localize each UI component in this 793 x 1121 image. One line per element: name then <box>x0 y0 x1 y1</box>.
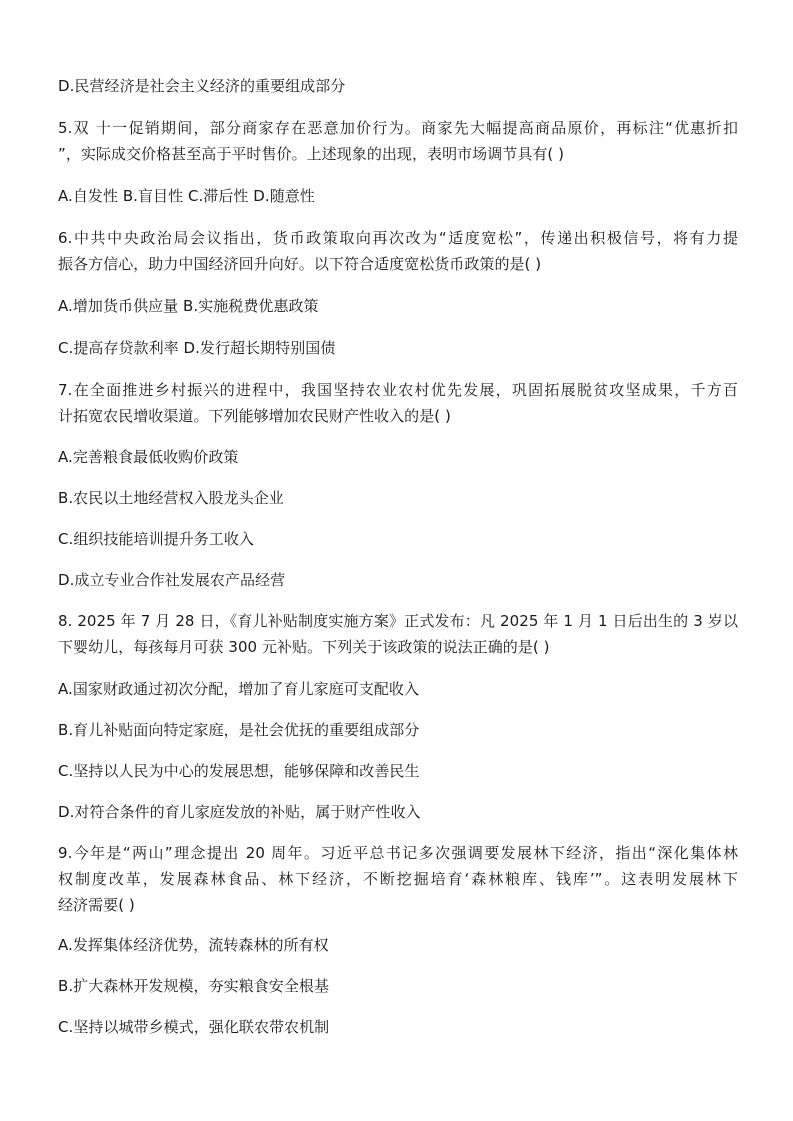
question-9-option-b: B.扩大森林开发规模，夯实粮食安全根基 <box>58 977 330 995</box>
question-9-line-1: 9.今年是“两山”理念提出 20 周年。习近平总书记多次强调要发展林下经济，指出“深化集体林 <box>58 844 738 862</box>
question-9-option-a: A.发挥集体经济优势，流转森林的所有权 <box>58 936 329 954</box>
question-7-option-d: D.成立专业合作社发展农产品经营 <box>58 571 286 589</box>
question-8-option-c: C.坚持以人民为中心的发展思想，能够保障和改善民生 <box>58 762 420 780</box>
question-7-option-c: C.组织技能培训提升务工收入 <box>58 530 254 548</box>
question-5-line-2: ”，实际成交价格甚至高于平时售价。上述现象的出现，表明市场调节具有( ) <box>58 145 565 163</box>
question-7-option-a: A.完善粮食最低收购价政策 <box>58 448 239 466</box>
question-8-line-1: 8. 2025 年 7 月 28 日，《育儿补贴制度实施方案》正式发布：凡 2025 年 1 月 1 日后出生的 3 岁以 <box>58 612 738 630</box>
question-7-line-2: 计拓宽农民增收渠道。下列能够增加农民财产性收入的是( ) <box>58 407 451 425</box>
question-9-line-2: 权制度改革，发展森林食品、林下经济，不断挖掘培育‘森林粮库、钱库’”。这表明发展林下 <box>58 870 738 888</box>
question-6-line-2: 振各方信心，助力中国经济回升向好。以下符合适度宽松货币政策的是( ) <box>58 255 542 273</box>
question-6-line-1: 6.中共中央政治局会议指出，货币政策取向再次改为“适度宽松”，传递出积极信号，将有力提 <box>58 229 738 247</box>
question-5-line-1: 5.双 十一促销期间，部分商家存在恶意加价行为。商家先大幅提高商品原价，再标注“优惠折扣 <box>58 119 738 137</box>
question-7-option-b: B.农民以土地经营权入股龙头企业 <box>58 489 284 507</box>
question-9-option-c: C.坚持以城带乡模式，强化联农带农机制 <box>58 1018 330 1036</box>
question-7-line-1: 7.在全面推进乡村振兴的进程中，我国坚持农业农村优先发展，巩固拓展脱贫攻坚成果，千方百 <box>58 381 738 399</box>
question-9-line-3: 经济需要( ) <box>58 896 135 914</box>
option-d-q4: D.民营经济是社会主义经济的重要组成部分 <box>58 77 346 95</box>
question-6-options-ab: A.增加货币供应量 B.实施税费优惠政策 <box>58 297 319 315</box>
question-8-option-b: B.育儿补贴面向特定家庭，是社会优抚的重要组成部分 <box>58 721 420 739</box>
question-5-options: A.自发性 B.盲目性 C.滞后性 D.随意性 <box>58 187 315 205</box>
question-8-line-2: 下婴幼儿，每孩每月可获 300 元补贴。下列关于该政策的说法正确的是( ) <box>58 638 550 656</box>
question-6-options-cd: C.提高存贷款利率 D.发行超长期特别国债 <box>58 339 336 357</box>
question-8-option-a: A.国家财政通过初次分配，增加了育儿家庭可支配收入 <box>58 680 420 698</box>
question-8-option-d: D.对符合条件的育儿家庭发放的补贴，属于财产性收入 <box>58 803 421 821</box>
